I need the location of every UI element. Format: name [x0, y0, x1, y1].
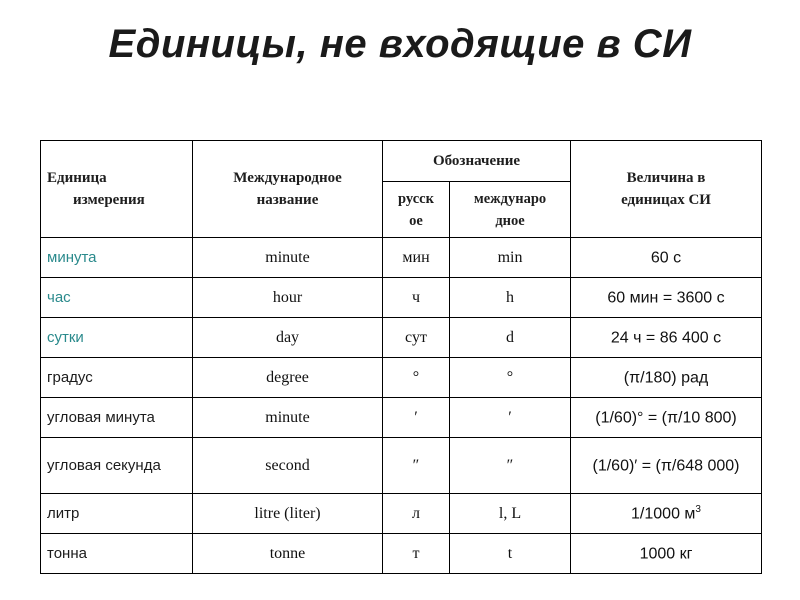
- cell-intl-name: day: [193, 318, 383, 358]
- table-row: [41, 278, 762, 318]
- table-row: [41, 534, 762, 574]
- cell-designation-ru: °: [383, 358, 450, 398]
- header-unit-line2: измерения: [73, 192, 145, 208]
- header-unit: [41, 141, 193, 238]
- header-designation-intl: [450, 182, 571, 238]
- table-row: [41, 398, 762, 438]
- cell-unit: угловая минута: [41, 398, 193, 438]
- cell-si-value-text: 1/1000 м: [631, 505, 696, 523]
- header-si-value-line1: Величина в: [626, 170, 706, 186]
- header-designation: Обозначение: [383, 141, 571, 182]
- cell-designation-ru: сут: [383, 318, 450, 358]
- cell-unit: угловая секунда: [41, 438, 193, 494]
- header-intl-name-line1: Международное: [233, 170, 342, 186]
- cell-designation-intl: d: [450, 318, 571, 358]
- cell-intl-name: second: [193, 438, 383, 494]
- cell-si-value-text: 1000 кг: [639, 545, 693, 563]
- header-designation-ru-line2: ое: [409, 212, 423, 229]
- cell-unit: тонна: [41, 534, 193, 574]
- header-intl-name: [193, 141, 383, 238]
- cell-designation-intl: min: [450, 238, 571, 278]
- cell-si-value: [571, 398, 762, 438]
- cell-si-value-text: (1/60)′ = (π/648 000): [592, 457, 740, 475]
- cell-si-value: [571, 238, 762, 278]
- slide-title: Единицы, не входящие в СИ: [108, 22, 692, 66]
- header-intl-name-line2: название: [256, 192, 319, 208]
- cell-si-value: [571, 494, 762, 534]
- table-row: [41, 494, 762, 534]
- table-row: [41, 238, 762, 278]
- cell-designation-ru: т: [383, 534, 450, 574]
- cell-intl-name: hour: [193, 278, 383, 318]
- cell-intl-name: minute: [193, 398, 383, 438]
- header-si-value-line2: единицах СИ: [621, 192, 711, 208]
- cell-si-value: [571, 534, 762, 574]
- cell-unit: минута: [41, 238, 193, 278]
- cell-designation-intl: °: [450, 358, 571, 398]
- cell-designation-intl: t: [450, 534, 571, 574]
- cell-designation-ru: ч: [383, 278, 450, 318]
- cell-si-value-text: 24 ч = 86 400 с: [610, 329, 722, 347]
- header-designation-intl-line1: междунаро: [473, 190, 547, 207]
- table-row: [41, 358, 762, 398]
- cell-unit: сутки: [41, 318, 193, 358]
- cell-designation-ru: л: [383, 494, 450, 534]
- table-row: [41, 438, 762, 494]
- cell-si-value-text: (1/60)° = (π/10 800): [595, 409, 737, 427]
- header-si-value: [571, 141, 762, 238]
- cell-unit: градус: [41, 358, 193, 398]
- cell-intl-name: tonne: [193, 534, 383, 574]
- cell-si-value: [571, 358, 762, 398]
- cell-si-value-text: 60 с: [650, 249, 682, 267]
- cell-si-value-text: 60 мин = 3600 с: [607, 289, 725, 307]
- cell-designation-ru: мин: [383, 238, 450, 278]
- cell-si-value-text: (π/180) рад: [623, 369, 709, 387]
- cell-designation-intl: l, L: [450, 494, 571, 534]
- cell-si-value: [571, 318, 762, 358]
- header-designation-ru-line1: русск: [398, 190, 434, 207]
- cell-designation-intl: h: [450, 278, 571, 318]
- cell-intl-name: litre (liter): [193, 494, 383, 534]
- cell-intl-name: degree: [193, 358, 383, 398]
- header-designation-intl-line2: дное: [495, 212, 525, 229]
- cell-si-value: [571, 438, 762, 494]
- cell-unit: литр: [41, 494, 193, 534]
- cell-si-value: [571, 278, 762, 318]
- cell-intl-name: minute: [193, 238, 383, 278]
- header-unit-line1: Единица: [47, 170, 107, 186]
- units-table: [40, 140, 762, 574]
- cell-designation-intl: ″: [450, 438, 571, 494]
- cell-si-value-sup: 3: [695, 503, 701, 515]
- cell-unit: час: [41, 278, 193, 318]
- cell-designation-intl: ′: [450, 398, 571, 438]
- cell-designation-ru: ″: [383, 438, 450, 494]
- header-designation-ru: [383, 182, 450, 238]
- table-row: [41, 318, 762, 358]
- cell-designation-ru: ′: [383, 398, 450, 438]
